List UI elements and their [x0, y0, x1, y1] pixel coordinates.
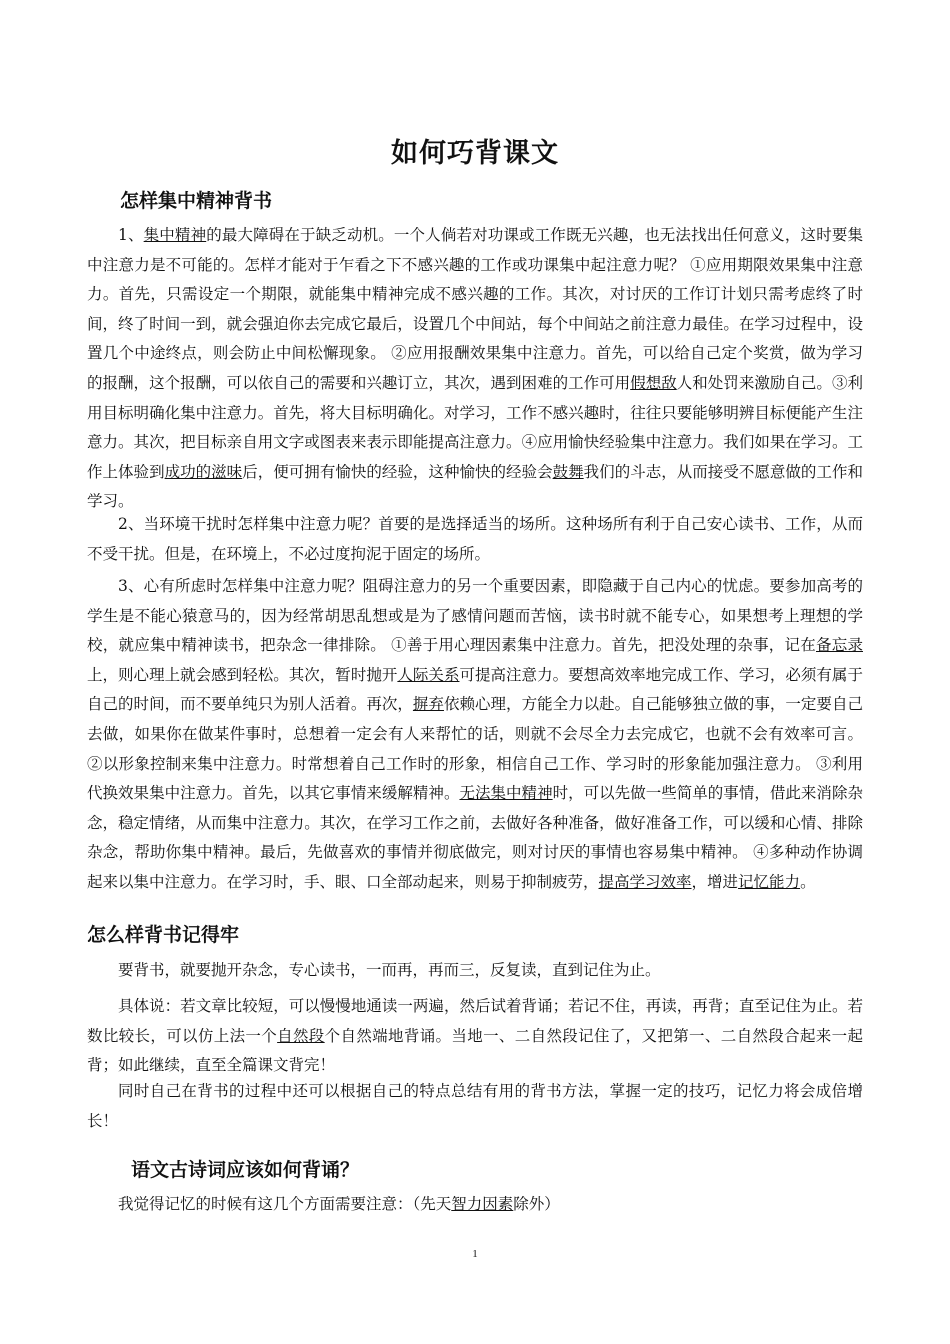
- paragraph-text: 同时自己在背书的过程中还可以根据自己的特点总结有用的背书方法，掌握一定的技巧，记忆力将会成倍增长！: [87, 1082, 863, 1130]
- paragraph-text: 人和处罚来激励自己。③利用目标明确化集中注意力。首先，将大目标明确化。对学习，工作不感兴趣时，往往只要能够明辨目标便能产生注意力。其次，把目标亲自用文字或图表来表示即能提高注意力。④应用愉快经验集中注意力。我们如果在学习。工作上体验到: [87, 373, 863, 481]
- paragraph-text: 上，则心理上就会感到轻松。其次，暂时抛开: [87, 665, 398, 684]
- page-title: 如何巧背课文: [391, 138, 559, 169]
- paragraph-2-2: [87, 992, 863, 1081]
- underlined-term: 成功的滋味: [164, 462, 243, 481]
- paragraph-1-1: [87, 221, 863, 517]
- section-heading-3: 语文古诗词应该如何背诵？: [131, 1159, 360, 1181]
- paragraph-text: 个自然端地背诵。当地一、二自然段记住了，又把第一、二自然段合起来一起背；如此继续，直至全篇课文背完！: [87, 1026, 863, 1075]
- paragraph-text: 后，便可拥有愉快的经验，这种愉快的经验会: [242, 462, 553, 481]
- paragraph-2-3: [87, 1077, 863, 1136]
- paragraph-text: 1、: [118, 226, 144, 244]
- paragraph-1-2: [87, 510, 863, 569]
- page-number: 1: [472, 1248, 478, 1260]
- paragraph-2-1: [87, 956, 863, 986]
- paragraph-text: 我觉得记忆的时候有这几个方面需要注意：（先天: [118, 1195, 452, 1213]
- paragraph-1-3: [87, 572, 863, 898]
- underlined-term: 备忘录: [816, 636, 863, 655]
- underlined-term: 集中精神: [143, 226, 207, 244]
- paragraph-text: 我们的斗志，从而接受不愿意做的工作和学习。: [87, 462, 863, 511]
- underlined-term: 假想敌: [630, 373, 677, 392]
- underlined-term: 记忆能力: [738, 872, 801, 891]
- paragraph-text: 具体说：若文章比较短，可以慢慢地通读一两遍，然后试着背诵；若记不住，再读，再背；直至记住为止。若数比较长，可以仿上法一个: [87, 997, 863, 1045]
- underlined-term: 人际关系: [397, 665, 460, 684]
- underlined-term: 提高学习效率: [598, 872, 692, 891]
- paragraph-text: ，增进: [691, 872, 739, 891]
- paragraph-3-1: [87, 1190, 863, 1220]
- underlined-term: 智力因素: [451, 1195, 514, 1213]
- paragraph-text: 时，可以先做一些简单的事情，借此来消除杂念，稳定情绪，从而集中注意力。其次，在学习工作之前，去做好各种准备，做好准备工作，可以缓和心情、排除杂念，帮助你集中精神。最后，先做喜欢的事情并彻底做完，则对讨厌的事情也容易集中精神。 ④多种动作协调起来以集中注意力。在学习时，手、眼、口全部动起来，则易于抑制疲劳，: [87, 784, 863, 891]
- paragraph-text: 可提高注意力。要想高效率地完成工作、学习，必须有属于自己的时间，而不要单纯只为别人活着。再次，: [87, 665, 863, 714]
- underlined-term: 摒弃: [412, 695, 444, 714]
- paragraph-text: 依赖心理，方能全力以赴。自己能够独立做的事，一定要自己去做，如果你在做某件事时，总想着一定会有人来帮忙的话，则就不会尽全力去完成它，也就不会有效率可言。 ②以形象控制来集中注意力。时常想着自己工作时的形象，相信自己工作、学习时的形象能加强注意力。 ③利用代换效果集中注意力。首先，以其它事情来缓解精神。: [87, 695, 863, 803]
- underlined-term: 无法集中精神: [459, 784, 553, 803]
- section-heading-2: 怎么样背书记得牢: [87, 924, 240, 946]
- paragraph-text: 除外）: [513, 1195, 560, 1213]
- paragraph-text: 2、当环境干扰时怎样集中注意力呢？首要的是选择适当的场所。这种场所有利于自己安心读书、工作，从而不受干扰。但是，在环境上，不必过度拘泥于固定的场所。: [87, 515, 863, 563]
- paragraph-text: 要背书，就要抛开杂念，专心读书，一而再，再而三，反复读，直到记住为止。: [118, 961, 661, 979]
- paragraph-text: 。: [800, 872, 816, 891]
- underlined-term: 自然段: [277, 1026, 325, 1045]
- section-heading-1: 怎样集中精神背书: [120, 190, 273, 212]
- underlined-term: 鼓舞: [552, 462, 584, 481]
- paragraph-text: 3、心有所虑时怎样集中注意力呢？阻碍注意力的另一个重要因素，即隐藏于自己内心的忧虑。要参加高考的学生是不能心猿意马的，因为经常胡思乱想或是为了感情问题而苦恼，读书时就不能专心，如果想考上理想的学校，就应集中精神读书，把杂念一律排除。 ①善于用心理因素集中注意力。首先，把没处理的杂事，记在: [87, 577, 863, 655]
- paragraph-text: 的最大障碍在于缺乏动机。一个人倘若对功课或工作既无兴趣，也无法找出任何意义，这时要集中注意力是不可能的。怎样才能对于乍看之下不感兴趣的工作或功课集中起注意力呢？ ①应用期限效果集中注意力。首先，只需设定一个期限，就能集中精神完成不感兴趣的工作。其次，对讨厌的工作订计划只需考虑终了时间，终了时间一到，就会强迫你去完成它最后，设置几个中间站，每个中间站之前注意力最佳。在学习过程中，设置几个中途终点，则会防止中间松懈现象。 ②应用报酬效果集中注意力。首先，可以给自己定个奖赏，做为学习的报酬，这个报酬，可以依自己的需要和兴趣订立，其次，遇到困难的工作可用: [87, 226, 863, 392]
